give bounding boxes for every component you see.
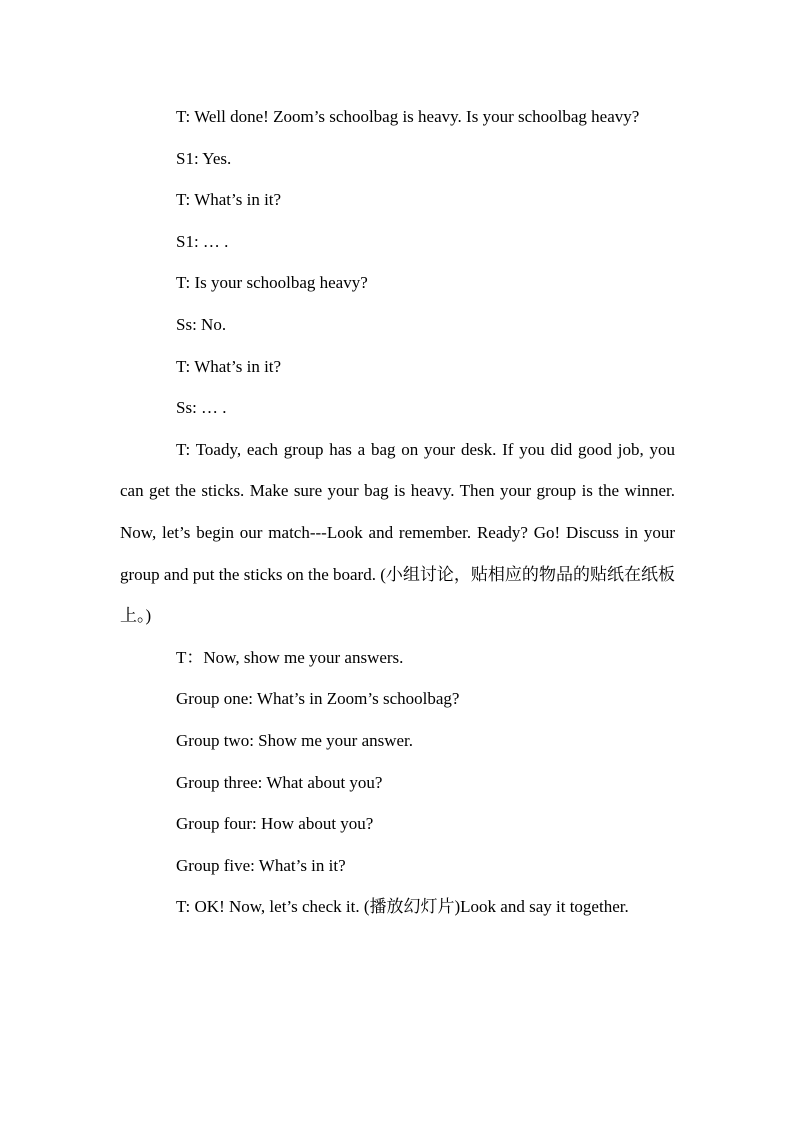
document-body: [120, 96, 675, 928]
paragraph-teacher-show-answers: T：Now, show me your answers.: [176, 647, 404, 667]
paragraph-ss-no: Ss: No.: [176, 314, 227, 334]
paragraph-group-two: Group two: Show me your answer.: [176, 730, 414, 750]
paragraph-group-one: Group one: What’s in Zoom’s schoolbag?: [176, 689, 460, 709]
paragraph-teacher-well-done: T: Well done! Zoom’s schoolbag is heavy. Is your schoolbag heavy?: [176, 107, 640, 126]
paragraph-teacher-whats-in-it: T: What’s in it?: [176, 190, 282, 210]
paragraph-teacher-group-match: T: Toady, each group has a bag on your desk. If you did good job, you can get the sticks. Make sure your bag is heavy. Then your group is the winner. Now, let’s begin our match---Look and remember. Ready? Go! Discuss in your group and put the sticks on the board. (小组讨论，贴相应的物品的贴纸在纸板上。): [120, 439, 675, 626]
paragraph-s1-yes: S1: Yes.: [176, 148, 232, 168]
paragraph-teacher-is-heavy: T: Is your schoolbag heavy?: [176, 273, 368, 293]
paragraph-teacher-check-it: T: OK! Now, let’s check it. (播放幻灯片)Look and say it together.: [176, 897, 629, 917]
paragraph-s1-ellipsis: S1: … .: [176, 231, 229, 251]
paragraph-teacher-whats-in-it-2: T: What’s in it?: [176, 356, 282, 376]
paragraph-group-three: Group three: What about you?: [176, 772, 383, 792]
paragraph-ss-ellipsis: Ss: … .: [176, 398, 227, 418]
paragraph-group-five: Group five: What’s in it?: [176, 855, 346, 875]
paragraph-group-four: Group four: How about you?: [176, 814, 374, 834]
